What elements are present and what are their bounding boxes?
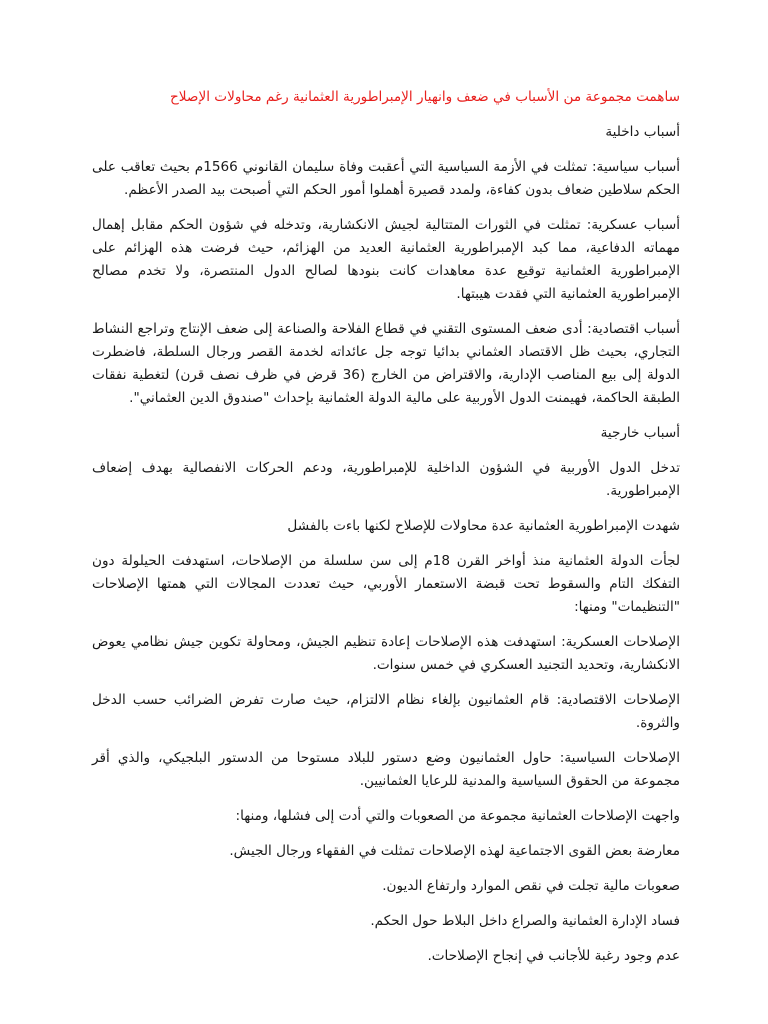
paragraph-reforms-intro: لجأت الدولة العثمانية منذ أواخر القرن 18م إلى سن سلسلة من الإصلاحات، استهدفت الحيلولة دون التفكك التام والسقوط تحت قبضة الاستعمار الأوربي، حيث تعددت المجالات التي همتها الإصلاحات "التنظيمات" ومنها: — [92, 553, 680, 615]
paragraph-military-causes: أسباب عسكرية: تمثلت في الثورات المتتالية لجيش الانكشارية، وتدخله في شؤون الحكم مقابل إهمال مهماته الدفاعية، مما كبد الإمبراطورية العثمانية العديد من الهزائم، حيث فرضت هذه الهزائم على الإمبراطورية العثمانية توقيع عدة معاهدات كانت بنودها لصالح الدول المنتصرة، ولا تخدم مصالح الإمبراطورية العثمانية التي فقدت هيبتها. — [92, 217, 680, 302]
list-item-opposition: معارضة بعض القوى الاجتماعية لهذه الإصلاحات تمثلت في الفقهاء ورجال الجيش. — [229, 843, 680, 859]
list-item-financial-difficulties: صعوبات مالية تجلت في نقص الموارد وارتفاع الديون. — [382, 878, 680, 894]
paragraph-military-reforms: الإصلاحات العسكرية: استهدفت هذه الإصلاحات إعادة تنظيم الجيش، ومحاولة تكوين جيش نظامي يعوض الانكشارية، وتحديد التجنيد العسكري في خمس سنوات. — [92, 634, 680, 673]
paragraph-european-intervention: تدخل الدول الأوربية في الشؤون الداخلية للإمبراطورية، ودعم الحركات الانفصالية بهدف إضعاف الإمبراطورية. — [92, 460, 680, 499]
paragraph-political-reforms: الإصلاحات السياسية: حاول العثمانيون وضع دستور للبلاد مستوحا من الدستور البلجيكي، والذي أقر مجموعة من الحقوق السياسية والمدنية للرعايا العثمانيين. — [92, 750, 680, 789]
paragraph-political-causes: أسباب سياسية: تمثلت في الأزمة السياسية التي أعقبت وفاة سليمان القانوني 1566م بحيث تعاقب على الحكم سلاطين ضعاف بدون كفاءة، ولمدد قصيرة أهملوا أمور الحكم التي أصبحت بيد الصدر الأعظم. — [92, 159, 680, 198]
document-title: ساهمت مجموعة من الأسباب في ضعف وانهيار الإمبراطورية العثمانية رغم محاولات الإصلاح — [170, 89, 680, 105]
paragraph-economic-causes: أسباب اقتصادية: أدى ضعف المستوى التقني في قطاع الفلاحة والصناعة إلى ضعف الإنتاج وتراجع النشاط التجاري، بحيث ظل الاقتصاد العثماني بدائيا توجه جل عائداته لخدمة القصر ورجال السلطة، فاضطرت الدولة إلى بيع المناصب الإدارية، والاقتراض من الخارج (36 قرض في ظرف نصف قرن) لتغطية نفقات الطبقة الحاكمة، فهيمنت الدول الأوربية على مالية الدولة العثمانية بإحداث "صندوق الدين العثماني". — [92, 321, 680, 406]
list-item-foreign-unwillingness: عدم وجود رغبة للأجانب في إنجاح الإصلاحات. — [427, 948, 680, 964]
paragraph-reform-difficulties: واجهت الإصلاحات العثمانية مجموعة من الصعوبات والتي أدت إلى فشلها، ومنها: — [235, 808, 680, 824]
paragraph-economic-reforms: الإصلاحات الاقتصادية: قام العثمانيون بإلغاء نظام الالتزام، حيث صارت تفرض الضرائب حسب الدخل والثروة. — [92, 692, 680, 731]
document-page — [92, 86, 680, 980]
section-heading-reforms: شهدت الإمبراطورية العثمانية عدة محاولات للإصلاح لكنها باءت بالفشل — [287, 518, 680, 534]
section-heading-internal-causes: أسباب داخلية — [605, 124, 680, 140]
list-item-administrative-corruption: فساد الإدارة العثمانية والصراع داخل البلاط حول الحكم. — [370, 913, 680, 929]
section-heading-external-causes: أسباب خارجية — [600, 425, 680, 441]
